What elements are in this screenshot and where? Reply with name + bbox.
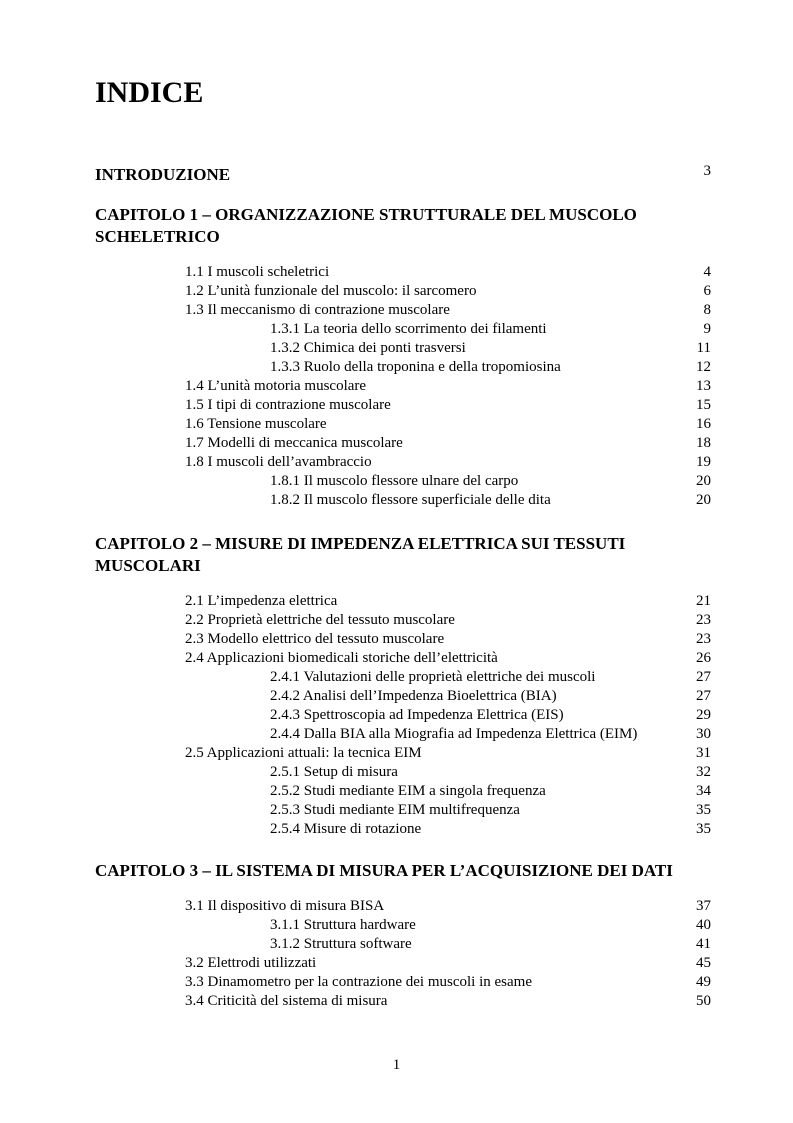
toc-introduction-page: 3 <box>703 163 711 179</box>
chapter-3-title: CAPITOLO 3 – IL SISTEMA DI MISURA PER L’ACQUISIZIONE DEI DATI <box>95 861 673 880</box>
toc-entry[interactable]: 2.5 Applicazioni attuali: la tecnica EIM 31 <box>185 745 711 761</box>
toc-entry[interactable]: 3.1 Il dispositivo di misura BISA 37 <box>185 898 711 914</box>
toc-entry[interactable]: 1.6 Tensione muscolare 16 <box>185 416 711 432</box>
page-number: 1 <box>392 1057 401 1073</box>
toc-subentry[interactable]: 2.4.1 Valutazioni delle proprietà elettriche dei muscoli 27 <box>270 669 711 685</box>
toc-subentry[interactable]: 1.8.1 Il muscolo flessore ulnare del carpo 20 <box>270 473 711 489</box>
toc-subentry[interactable]: 2.5.3 Studi mediante EIM multifrequenza 35 <box>270 802 711 818</box>
chapter-3-entries <box>95 897 711 1011</box>
chapter-1-title: CAPITOLO 1 – ORGANIZZAZIONE STRUTTURALE DEL MUSCOLO SCHELETRICO <box>95 205 637 246</box>
toc-subentry[interactable]: 2.4.2 Analisi dell’Impedenza Bioelettrica (BIA) 27 <box>270 688 711 704</box>
toc-subentry[interactable]: 2.5.2 Studi mediante EIM a singola frequenza 34 <box>270 783 711 799</box>
toc-entry[interactable]: 1.5 I tipi di contrazione muscolare 15 <box>185 397 711 413</box>
page-title: INDICE <box>95 76 204 109</box>
toc-entry[interactable]: 2.2 Proprietà elettriche del tessuto muscolare 23 <box>185 612 711 628</box>
toc-subentry[interactable]: 2.4.3 Spettroscopia ad Impedenza Elettrica (EIS) 29 <box>270 707 711 723</box>
toc-subentry[interactable]: 1.3.3 Ruolo della troponina e della tropomiosina 12 <box>270 359 711 375</box>
toc-subentry[interactable]: 1.8.2 Il muscolo flessore superficiale delle dita 20 <box>270 492 711 508</box>
chapter-1-entries <box>95 263 711 510</box>
chapter-2-title: CAPITOLO 2 – MISURE DI IMPEDENZA ELETTRICA SUI TESSUTI MUSCOLARI <box>95 534 626 575</box>
toc-subentry[interactable]: 2.4.4 Dalla BIA alla Miografia ad Impedenza Elettrica (EIM) 30 <box>270 726 711 742</box>
toc-entry[interactable]: 3.4 Criticità del sistema di misura 50 <box>185 993 711 1009</box>
toc-entry[interactable]: 1.3 Il meccanismo di contrazione muscolare 8 <box>185 302 711 318</box>
toc-entry[interactable]: 3.2 Elettrodi utilizzati 45 <box>185 955 711 971</box>
chapter-1 <box>95 204 711 510</box>
toc-entry[interactable]: 1.4 L’unità motoria muscolare 13 <box>185 378 711 394</box>
toc-subentry[interactable]: 1.3.2 Chimica dei ponti trasversi 11 <box>270 340 711 356</box>
toc-subentry[interactable]: 2.5.4 Misure di rotazione 35 <box>270 821 711 837</box>
toc-subentry[interactable]: 1.3.1 La teoria dello scorrimento dei filamenti 9 <box>270 321 711 337</box>
toc-entry[interactable]: 1.8 I muscoli dell’avambraccio 19 <box>185 454 711 470</box>
toc-subentry[interactable]: 3.1.1 Struttura hardware 40 <box>270 917 711 933</box>
toc-entry[interactable]: 1.1 I muscoli scheletrici 4 <box>185 264 711 280</box>
toc-entry[interactable]: 2.4 Applicazioni biomedicali storiche dell’elettricità 26 <box>185 650 711 666</box>
toc-introduction-label: INTRODUZIONE <box>95 165 231 184</box>
chapter-2 <box>95 533 711 839</box>
toc-subentry[interactable]: 3.1.2 Struttura software 41 <box>270 936 711 952</box>
toc-entry[interactable]: 3.3 Dinamometro per la contrazione dei muscoli in esame 49 <box>185 974 711 990</box>
toc-introduction[interactable] <box>95 165 711 185</box>
toc-entry[interactable]: 2.1 L’impedenza elettrica 21 <box>185 593 711 609</box>
toc-entry[interactable]: 1.2 L’unità funzionale del muscolo: il sarcomero 6 <box>185 283 711 299</box>
toc-entry[interactable]: 2.3 Modello elettrico del tessuto muscolare 23 <box>185 631 711 647</box>
toc-subentry[interactable]: 2.5.1 Setup di misura 32 <box>270 764 711 780</box>
toc-entry[interactable]: 1.7 Modelli di meccanica muscolare 18 <box>185 435 711 451</box>
chapter-2-entries <box>95 592 711 839</box>
chapter-3 <box>95 860 711 1011</box>
